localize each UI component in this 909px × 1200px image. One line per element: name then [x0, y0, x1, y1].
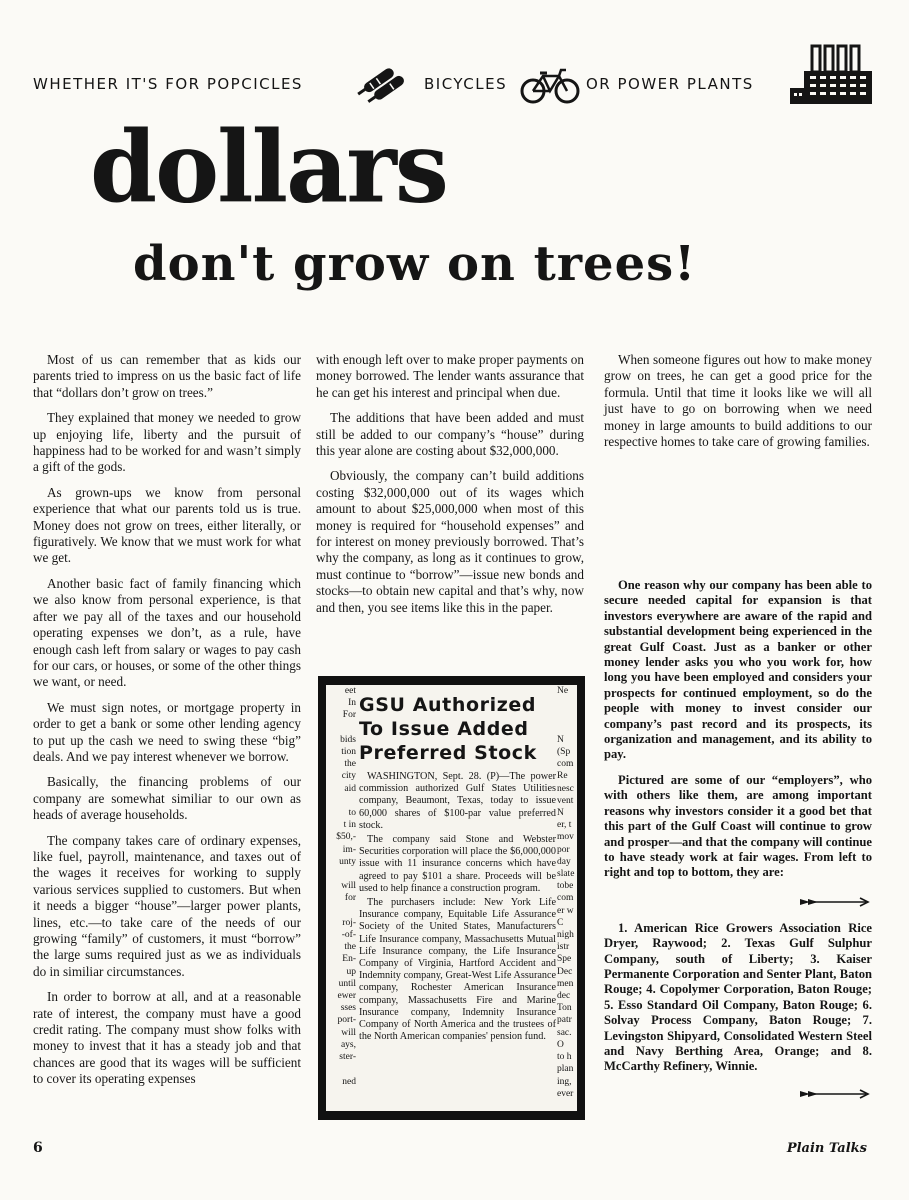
clipping-fragment [557, 697, 577, 709]
paragraph: Most of us can remember that as kids our parents tried to impress on us the basic fact of life that “dollars don’t grow on trees.” [33, 352, 301, 400]
clipping-body [359, 771, 556, 1043]
clipping-fragment: com [557, 759, 574, 770]
clipping-fragment: N [557, 734, 564, 745]
headline-line: GSU Authorized [359, 694, 537, 716]
clipping-fragment: slate [557, 869, 575, 880]
clipping-fragment: the [344, 759, 356, 770]
clipping-fragment: patr [557, 1015, 572, 1026]
clipping-fragment [557, 722, 577, 734]
paragraph: They explained that money we needed to grow up enjoying life, liberty and the pursuit of happiness had to be worked for and wasn’t simply a gift of the gods. [33, 410, 301, 475]
clipping-fragment: O [557, 1039, 564, 1050]
clipping-fragment: city [341, 771, 356, 782]
arrow-spacer [604, 891, 872, 921]
clipping-fragment: vent [557, 795, 574, 806]
clipping-fragment: por [557, 844, 570, 855]
clipping-fragment: sac. [557, 1027, 572, 1038]
photo-caption-column [604, 578, 872, 1105]
popsicles-icon [355, 65, 413, 103]
clipping-headline [359, 685, 556, 765]
clipping-fragment: nigh [557, 930, 574, 941]
clipping-fragment: port- [337, 1015, 356, 1026]
clipping-fragment: to h [557, 1052, 572, 1063]
clipping-fragment: unty [339, 856, 356, 867]
paragraph: As grown-ups we know from personal experience that what our parents told us is true. Money does not grow on trees, either literally, or figuratively. We know that we must work for what we get. [33, 484, 301, 566]
clipping-fragment: roj- [342, 917, 356, 928]
clipping-fragment: For [342, 710, 356, 721]
arrow-spacer [604, 1085, 872, 1105]
headline-line: Preferred Stock [359, 742, 537, 764]
clipping-article [359, 685, 556, 1111]
clipping-fragment: plan [557, 1064, 574, 1075]
banner-text-popcicles: WHETHER IT'S FOR POPCICLES [33, 75, 303, 93]
banner-text-bicycles: BICYCLES [424, 75, 508, 93]
clipping-fragment: aid [344, 783, 356, 794]
clipping-fragment: com [557, 893, 574, 904]
clipping-fragment: for [344, 893, 356, 904]
clipping-fragment: bids [340, 734, 356, 745]
clipping-fragment: ing, [557, 1076, 572, 1087]
clipping-fragment [557, 709, 577, 721]
paragraph: When someone figures out how to make money grow on trees, he can get a good price for the formula. Until that time it looks like we will all just have to go on borrowing when we need money in large amounts to build additions to our respective homes to take care of growing families. [604, 352, 872, 450]
right-arrow-icon [800, 895, 870, 909]
clipping-fragment: sses [340, 1003, 356, 1014]
clipping-fragment: dec [557, 991, 571, 1002]
clipping-fragment: (Sp [557, 747, 571, 758]
clipping-fragment [326, 905, 356, 917]
clipping-fragment: up [346, 966, 356, 977]
clipping-fragment: until [338, 978, 356, 989]
paragraph: The company takes care of ordinary expenses, like fuel, payroll, maintenance, and taxes out of the wages it receives for working to supply various services supplied to customers. But when it needs a bigger “house”—larger power plants, lines, etc.—to take care of the needs of our growing “family” of customers, it must “borrow” the large sums required just as we as individuals do in similiar circumstances. [33, 832, 301, 979]
clipping-fragment: Spe [557, 954, 572, 965]
article-column-1 [33, 352, 301, 1097]
clipping-fragment: In [348, 698, 356, 709]
clipping-fragment: $50,- [336, 832, 356, 843]
paragraph: Pictured are some of our “employers”, who with others like them, are among important reasons why investors consider it a good bet that this part of the Gulf Coast will continue to grow and prosper—and that the company will continue to have steady work at fair wages. From left to right and top to bottom, they are: [604, 772, 872, 880]
paragraph: 1. American Rice Growers Association Rice Dryer, Raywood; 2. Texas Gulf Sulphur Company, south of Liberty; 3. Kaiser Permanente Corporation and Senter Plant, Baton Rouge; 4. Copolymer Corporation, Baton Rouge; 5. Esso Standard Oil Company, Baton Rouge; 6. Solvay Process Company, Baton Rouge; 7. Levingston Shipyard, Consolidated Western Steel and Navy Berthing Area, Orange; and 8. McCarthy Refinery, Winnie. [604, 920, 872, 1074]
clipping-fragment: Ton [557, 1003, 572, 1014]
bicycle-icon [519, 64, 581, 106]
clipping-fragment: ster- [339, 1052, 356, 1063]
clipping-fragment: nesc [557, 783, 574, 794]
clipping-paragraph: The company said Stone and Webster Securities corporation will place the $6,000,000 issue with 11 insurance concerns which have agreed to pay $101 a share. Proceeds will be used to help finance a construction program. [359, 834, 556, 894]
clipping-fragment: -of- [341, 930, 356, 941]
clipping-fragment: men [557, 978, 574, 989]
clipping-fragment: Re [557, 771, 568, 782]
clipping-fragment [326, 868, 356, 880]
newspaper-clipping [318, 676, 585, 1120]
paragraph: We must sign notes, or mortgage property in order to get a bank or some other lending agency to put up the cash we need to swing these “big” deals. And we pay interest whenever we borrow. [33, 699, 301, 764]
paragraph: with enough left over to make proper payments on money borrowed. The lender wants assurance that he can get his interest and principal when due. [316, 352, 584, 400]
clipping-fragment: the [344, 942, 356, 953]
header-banner [33, 62, 873, 112]
clipping-fragment: will [341, 1027, 356, 1038]
clipping-fragment: ned [342, 1076, 356, 1087]
article-column-3 [604, 352, 872, 459]
clipping-paper [326, 685, 577, 1111]
clipping-fragment: er w [557, 905, 574, 916]
clipping-fragment: N [557, 808, 564, 819]
power-plant-icon [790, 44, 876, 108]
clipping-fragment: tion [341, 747, 356, 758]
banner-text-power-plants: OR POWER PLANTS [586, 75, 754, 93]
paragraph: One reason why our company has been able to secure needed capital for expansion is that investors everywhere are aware of the rapid and substantial development being experienced in the great Gulf Coast. Just as a banker or other money lender asks you who you work for, how long you have been employed and considers your prospects for continued employment, so do the people with money to invest consider our company’s past record and its prospects, its organization and management, and its ability to pay. [604, 578, 872, 762]
paragraph: In order to borrow at all, and at a reasonable rate of interest, the company must have a good credit rating. The company must show folks with money to invest that it has a steady job and that chances are good that its wages will be sufficient to cover its operating expenses [33, 989, 301, 1087]
page-title: dollars [90, 109, 447, 226]
publication-name: Plain Talks [786, 1141, 867, 1156]
clipping-fragment [326, 1063, 356, 1075]
right-arrow-icon [800, 1087, 870, 1101]
page-subtitle: don't grow on trees! [133, 236, 697, 292]
page-number: 6 [33, 1140, 43, 1156]
article-column-2 [316, 352, 584, 625]
clipping-fragment: ewer [337, 991, 356, 1002]
clipping-fragment: C [557, 917, 564, 928]
clipping-paragraph: WASHINGTON, Sept. 28. (P)—The power commission authorized Gulf States Utilities company, Beaumont, Texas, today to issue 60,000 shares of $100-par value preferred stock. [359, 771, 556, 831]
clipping-fragment: ever [557, 1088, 574, 1099]
clipping-left-fragments [326, 685, 356, 1111]
clipping-fragment: istr [557, 942, 570, 953]
clipping-fragment: day [557, 856, 571, 867]
clipping-fragment: t in [343, 820, 356, 831]
clipping-fragment: ays, [340, 1039, 356, 1050]
clipping-fragment: mov [557, 832, 574, 843]
clipping-fragment [326, 795, 356, 807]
clipping-fragment: Ne [557, 686, 569, 696]
clipping-fragment: En- [342, 954, 356, 965]
clipping-fragment: er, t [557, 820, 572, 831]
headline-line: To Issue Added [359, 718, 529, 740]
clipping-fragment: im- [342, 844, 356, 855]
paragraph: The additions that have been added and must still be added to our company’s “house” during this year alone are costing about $32,000,000. [316, 410, 584, 459]
clipping-fragment: will [341, 881, 356, 892]
clipping-right-fragments [557, 685, 577, 1111]
paragraph: Basically, the financing problems of our company are somewhat similiar to our own as heads of average households. [33, 774, 301, 823]
paragraph: Another basic fact of family financing which we also know from personal experience, is that after we pay all of the taxes and our household operating expenses we don’t, as a rule, have enough cash left from salary or wages to pay cash for our cars, or houses, or some of the other things we want, or need. [33, 575, 301, 690]
clipping-fragment [326, 722, 356, 734]
clipping-fragment: tobe [557, 881, 574, 892]
clipping-fragment: eet [344, 686, 356, 696]
clipping-fragment: Dec [557, 966, 573, 977]
clipping-fragment: to [348, 808, 356, 819]
clipping-paragraph: The purchasers include: New York Life Insurance company, Equitable Life Assurance Society of the United States, Manufacturers Life Insurance company, Massachusetts Mutual Life Insurance company, the Life Insurance Company of Virginia, Hartford Accident and Indemnity company, Great-West Life Assurance company, Rochester American Insurance company, Massachusetts Fire and Marine Insurance company, Indemnity Insurance Company of North America and the trustees of the North American companies' pension fund. [359, 897, 556, 1043]
paragraph: Obviously, the company can’t build additions costing $32,000,000 out of its wages which amount to about $25,000,000 when most of this money is required for “household expenses” and for interest on money previously borrowed. That’s why the company, as long as it continues to grow, must continue to “borrow”—issue new bonds and stocks—to obtain new capital and that’s why, now and then, you see items like this in the paper. [316, 468, 584, 615]
